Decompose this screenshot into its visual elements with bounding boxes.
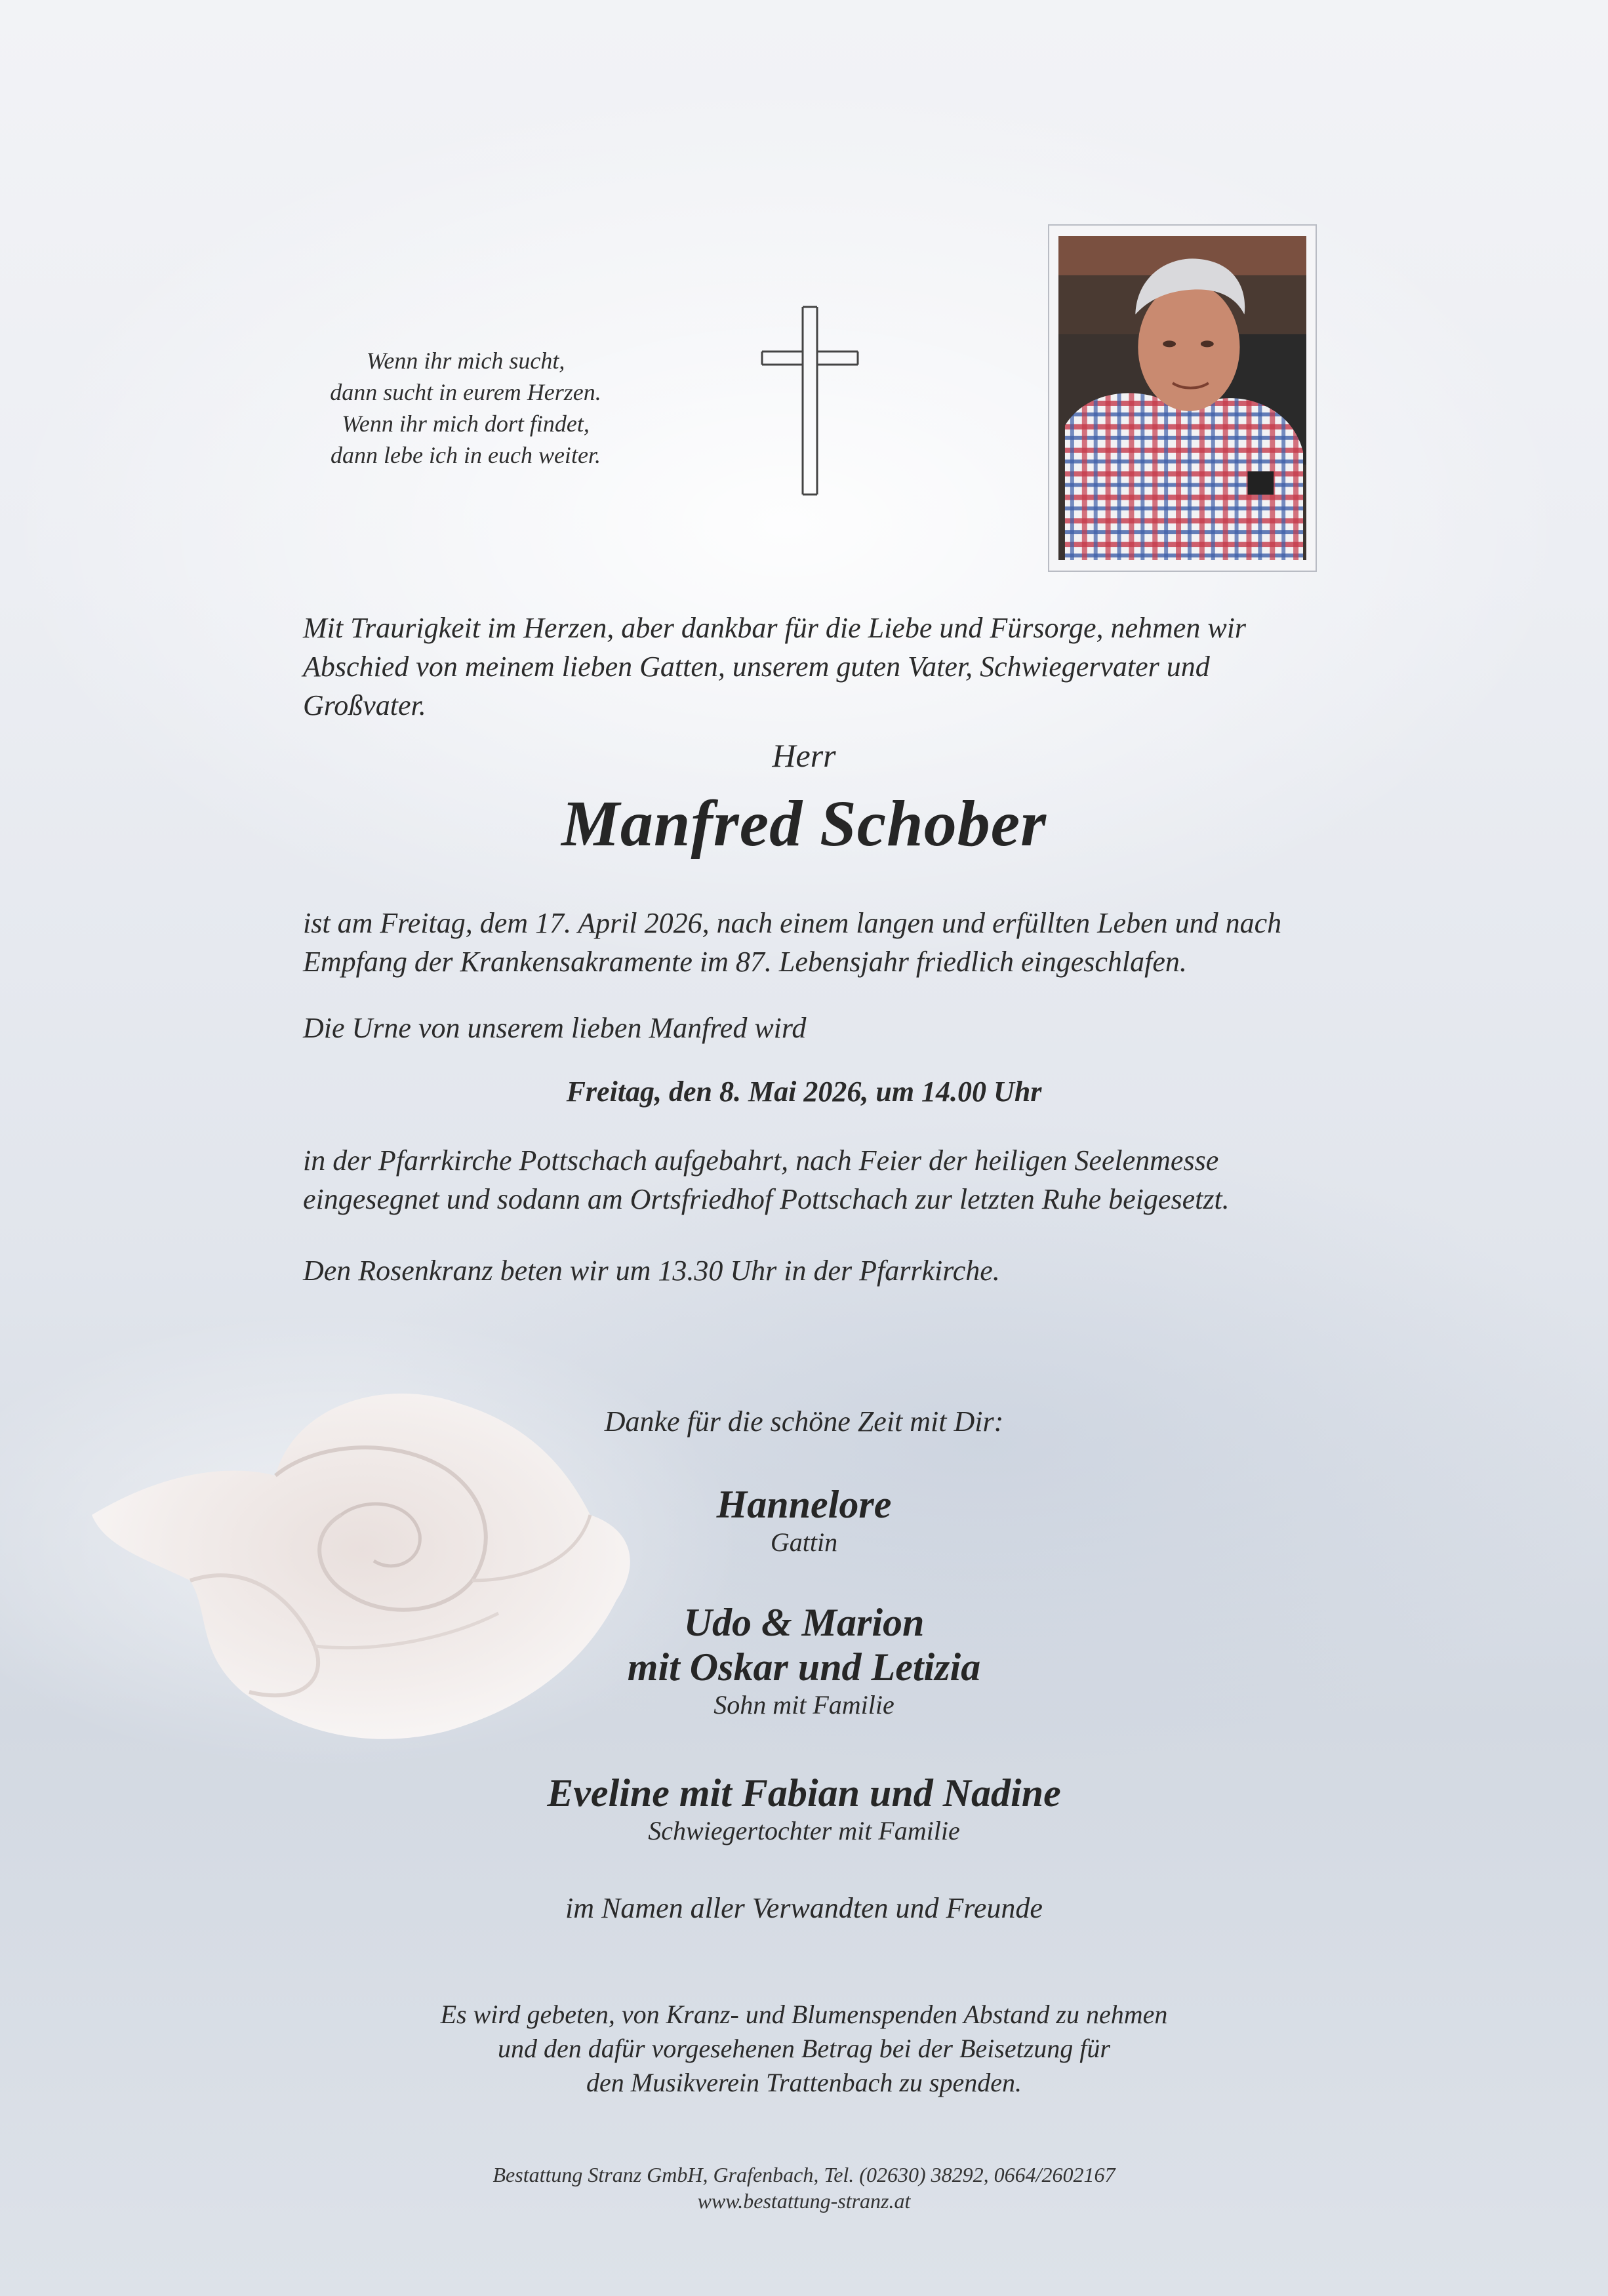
poem-line: Wenn ihr mich dort findet,: [342, 411, 590, 437]
family-entry: [0, 1482, 1608, 1558]
poem-line: dann lebe ich in euch weiter.: [331, 442, 601, 468]
death-text: ist am Freitag, dem 17. April 2026, nach einem langen und erfüllten Leben und nach Empfang der Krankensakramente im 87. Lebensjahr friedlich eingeschlafen.: [303, 907, 1282, 978]
family-role: Gattin: [770, 1527, 838, 1557]
rosary-text: Den Rosenkranz beten wir um 13.30 Uhr in der Pfarrkirche.: [303, 1255, 1000, 1287]
family-entry: [0, 1771, 1608, 1847]
donation-note-line: Es wird gebeten, von Kranz- und Blumenspenden Abstand zu nehmen: [440, 2000, 1168, 2029]
family-role: Schwiegertochter mit Familie: [648, 1816, 960, 1845]
donation-note: [0, 1998, 1608, 2100]
portrait-frame: [1048, 224, 1317, 572]
family-name: Udo & Marion: [683, 1601, 925, 1644]
ceremony-text: in der Pfarrkirche Pottschach aufgebahrt, nach Feier der heiligen Seelenmesse eingesegnet und sodann am Ortsfriedhof Pottschach zur letzten Ruhe beigesetzt.: [303, 1144, 1230, 1215]
cross-icon: [761, 306, 859, 496]
salutation: Herr: [772, 737, 836, 774]
closing-text: im Namen aller Verwandten und Freunde: [565, 1892, 1043, 1924]
donation-note-line: den Musikverein Trattenbach zu spenden.: [586, 2068, 1022, 2097]
poem-line: dann sucht in eurem Herzen.: [330, 379, 601, 405]
urn-text: Die Urne von unserem lieben Manfred wird: [303, 1012, 807, 1044]
portrait-photo: [1058, 236, 1306, 560]
poem-line: Wenn ihr mich sucht,: [366, 348, 565, 374]
family-entry: [0, 1600, 1608, 1721]
family-name: Hannelore: [716, 1483, 892, 1526]
intro-text: Mit Traurigkeit im Herzen, aber dankbar für die Liebe und Fürsorge, nehmen wir Abschied von meinem lieben Gatten, unserem guten Vater, Schwiegervater und Großvater.: [303, 612, 1247, 721]
ceremony-date: Freitag, den 8. Mai 2026, um 14.00 Uhr: [566, 1076, 1042, 1108]
thanks-text: Danke für die schöne Zeit mit Dir:: [604, 1405, 1004, 1438]
footer: [0, 2162, 1608, 2214]
family-name: mit Oskar und Letizia: [627, 1645, 981, 1689]
donation-note-line: und den dafür vorgesehenen Betrag bei der Beisetzung für: [498, 2034, 1110, 2063]
poem: [289, 345, 643, 471]
deceased-name: Manfred Schober: [561, 787, 1047, 860]
family-role: Sohn mit Familie: [714, 1690, 894, 1720]
family-name: Eveline mit Fabian und Nadine: [547, 1771, 1061, 1815]
funeral-home-info: Bestattung Stranz GmbH, Grafenbach, Tel. (02630) 38292, 0664/2602167: [492, 2163, 1116, 2186]
funeral-home-website[interactable]: www.bestattung-stranz.at: [697, 2189, 911, 2213]
